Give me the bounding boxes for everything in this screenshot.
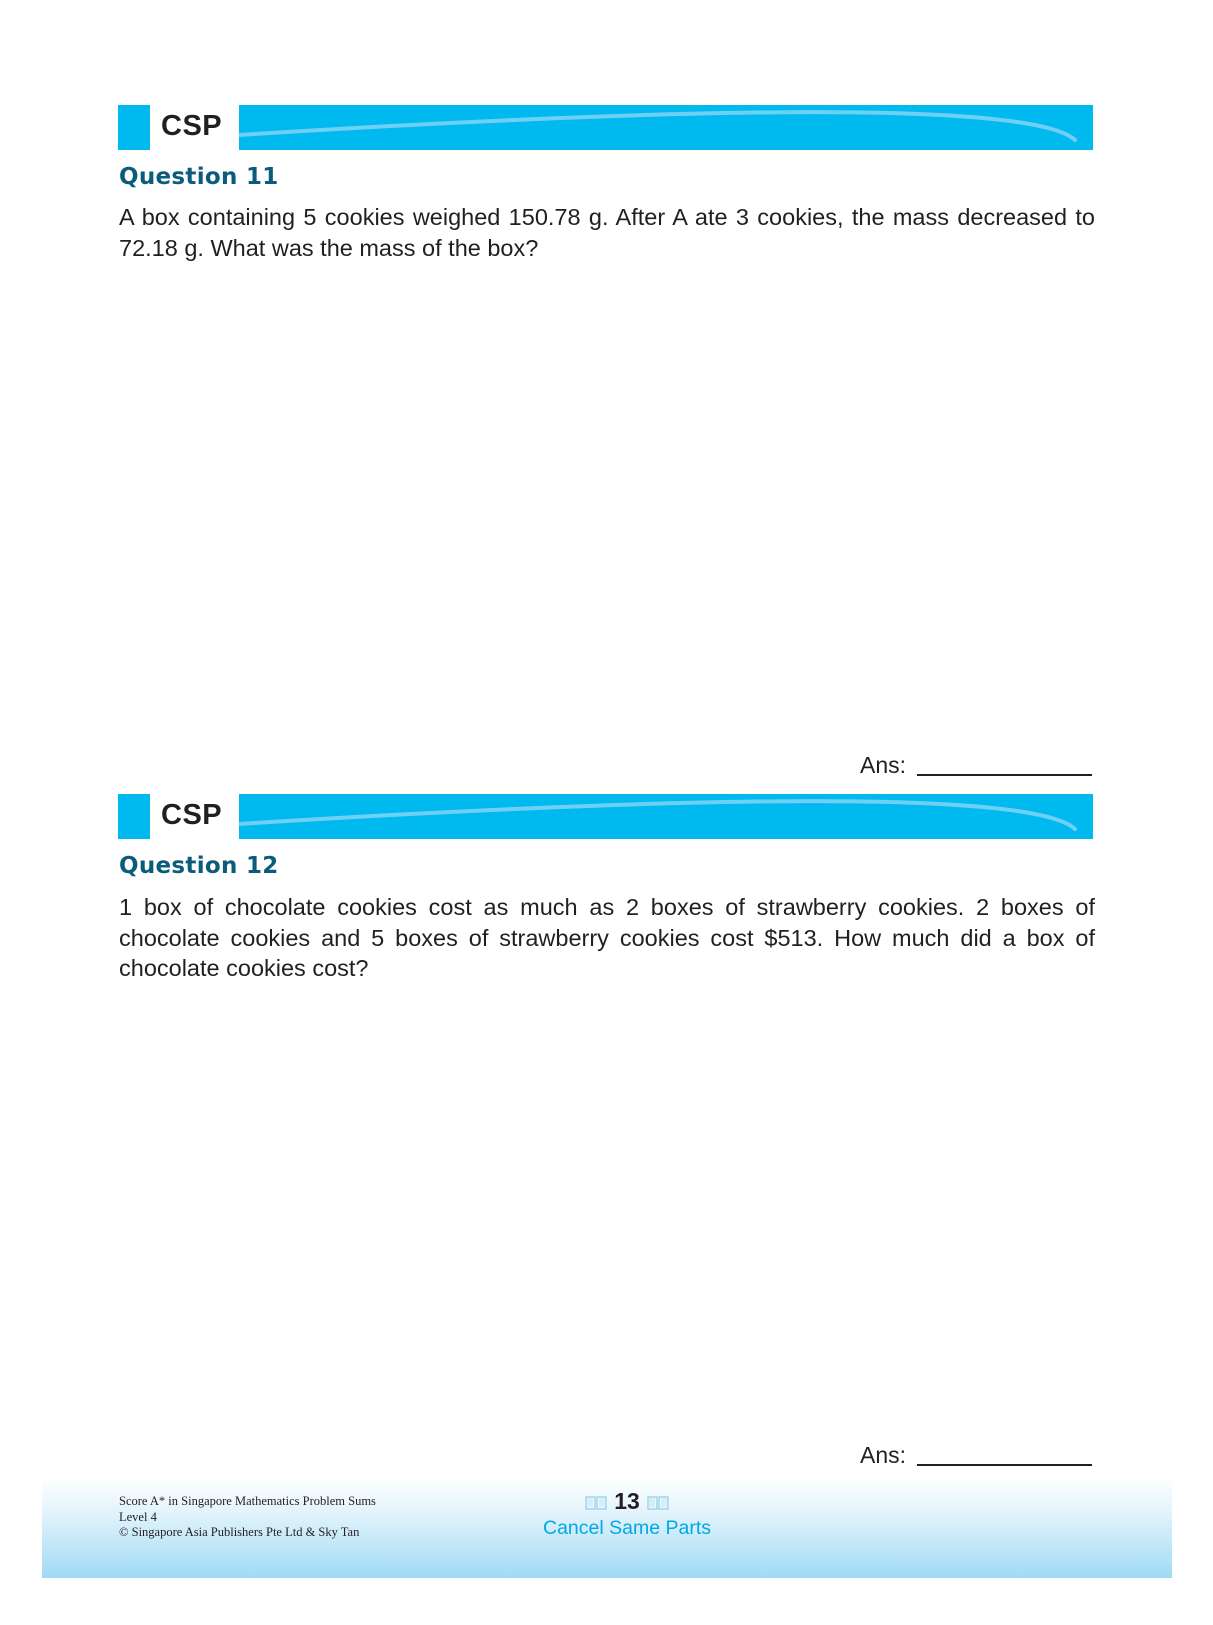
banner-band	[239, 105, 1093, 150]
answer-line[interactable]	[917, 774, 1092, 776]
banner-band	[239, 794, 1093, 839]
answer-field-q12[interactable]	[860, 1442, 1095, 1472]
question-body: 1 box of chocolate cookies cost as much as 2 boxes of strawberry cookies. 2 boxes of chocolate cookies and 5 boxes of strawberry cookies cost $513. How much did a box of chocolate cookies cost?	[119, 894, 1095, 981]
open-book-icon	[647, 1494, 669, 1510]
book-credits	[119, 1494, 376, 1541]
page-number-block	[517, 1488, 737, 1515]
section-label: CSP	[161, 110, 223, 142]
section-label: CSP	[161, 799, 223, 831]
banner-square	[118, 105, 150, 150]
answer-label: Ans:	[860, 752, 907, 778]
question-title: Question 12	[119, 853, 279, 879]
swoosh-decoration-icon	[239, 794, 1093, 839]
swoosh-decoration-icon	[239, 105, 1093, 150]
chapter-title: Cancel Same Parts	[543, 1517, 711, 1539]
question-title: Question 11	[119, 164, 279, 190]
open-book-icon	[585, 1494, 607, 1510]
section-banner-q12	[118, 794, 1093, 839]
book-title: Score A* in Singapore Mathematics Problem Sums	[119, 1494, 376, 1508]
question-body: A box containing 5 cookies weighed 150.78 g. After A ate 3 cookies, the mass decreased to 72.18 g. What was the mass of the box?	[119, 204, 1095, 261]
page-footer	[42, 1478, 1172, 1578]
book-level: Level 4	[119, 1509, 157, 1524]
page-number: 13	[614, 1488, 640, 1514]
answer-line[interactable]	[917, 1464, 1092, 1466]
banner-square	[118, 794, 150, 839]
copyright: © Singapore Asia Publishers Pte Ltd & Sky Tan	[119, 1525, 360, 1539]
answer-label: Ans:	[860, 1442, 907, 1468]
section-banner-q11	[118, 105, 1093, 150]
answer-field-q11[interactable]	[860, 752, 1095, 782]
